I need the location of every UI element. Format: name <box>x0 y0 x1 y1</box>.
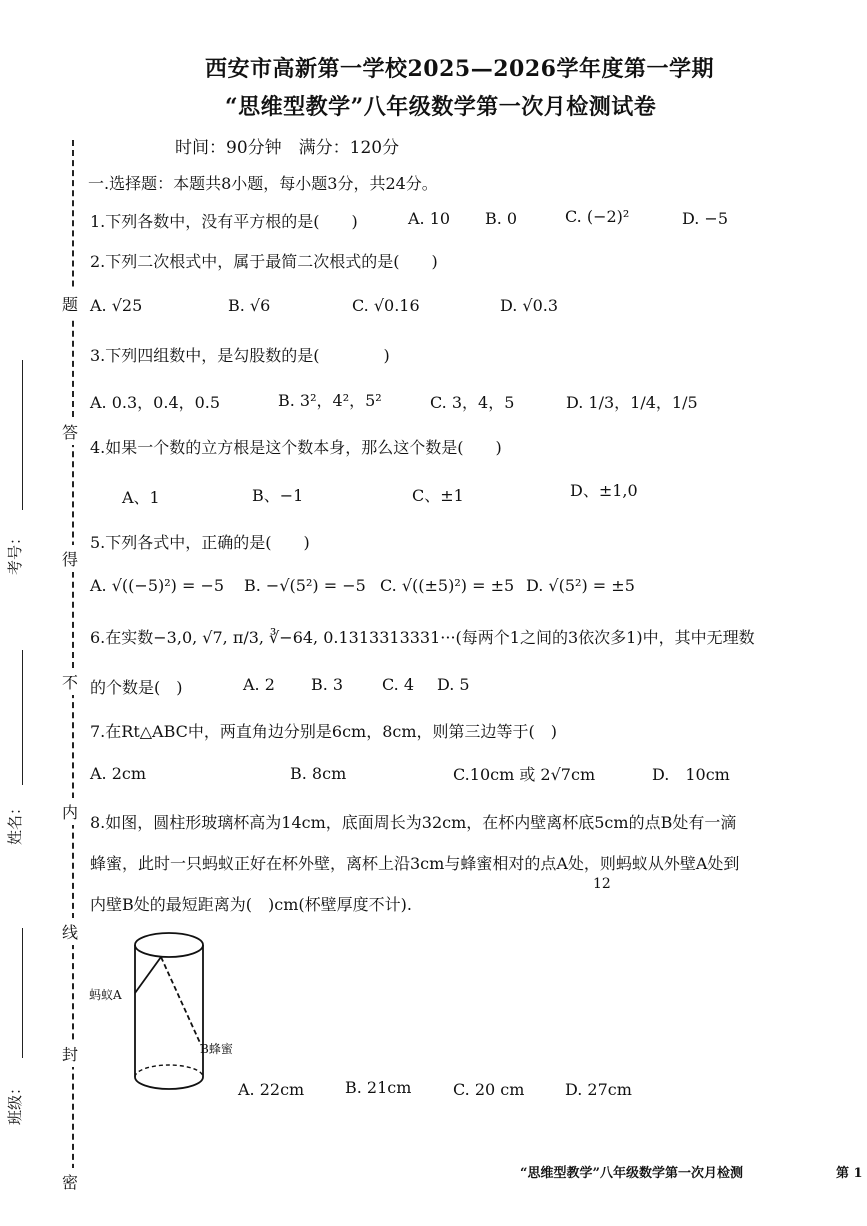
seal-char: 得 <box>62 545 78 572</box>
question-4 <box>90 435 502 458</box>
option-a[interactable]: A. 22cm <box>238 1080 305 1099</box>
question-number: 6. <box>90 628 106 647</box>
stray-mark: 12 <box>593 876 611 892</box>
option-c[interactable]: C. √0.16 <box>352 296 420 315</box>
question-stem: 下列四组数中，是勾股数的是( ) <box>105 346 390 365</box>
time-score-info: 时间：90分钟 满分：120分 <box>175 138 400 158</box>
cylinder-bottom-back <box>135 1065 203 1077</box>
field-label-class: 班级： <box>6 1079 24 1125</box>
option-d[interactable]: D. 1/3，1/4，1/5 <box>566 393 698 412</box>
option-a[interactable]: A. √25 <box>90 296 143 315</box>
option-b[interactable]: B. 3²，4²，5² <box>278 391 382 410</box>
option-a[interactable]: A. 10 <box>408 209 451 228</box>
option-c[interactable]: C. 3，4，5 <box>430 393 515 412</box>
question-stem: 下列各式中，正确的是( ) <box>105 533 310 552</box>
question-7 <box>90 719 557 742</box>
question-6-line2: 的个数是( ) <box>90 678 183 697</box>
option-c[interactable]: C、±1 <box>412 486 464 505</box>
ant-label: 蚂蚁A <box>89 988 122 1002</box>
cylinder-figure <box>85 925 250 1100</box>
option-b[interactable]: B. 8cm <box>290 764 347 783</box>
option-a[interactable]: A. 2 <box>243 675 275 694</box>
question-stem: 如图，圆柱形玻璃杯高为14cm，底面周长为32cm，在杯内壁离杯底5cm的点B处有一滴 <box>105 813 737 832</box>
question-8-line2: 蜂蜜，此时一只蚂蚁正好在杯外壁，离杯上沿3cm与蜂蜜相对的点A处，则蚂蚁从外壁A处到 <box>90 854 740 873</box>
fill-line-class[interactable] <box>22 928 23 1058</box>
question-8 <box>90 810 736 833</box>
seal-char: 内 <box>62 798 78 825</box>
question-number: 1. <box>90 212 106 231</box>
question-number: 5. <box>90 533 106 552</box>
question-number: 8. <box>90 813 106 832</box>
option-a[interactable]: A. √((−5)²) = −5 <box>90 576 225 595</box>
question-number: 4. <box>90 438 106 457</box>
cylinder-top <box>135 933 203 957</box>
option-c[interactable]: C. 4 <box>382 675 415 694</box>
question-3 <box>90 343 390 366</box>
option-b[interactable]: B. √6 <box>228 296 271 315</box>
option-b[interactable]: B. 0 <box>485 209 518 228</box>
seal-char: 封 <box>62 1040 78 1067</box>
question-6 <box>90 625 755 648</box>
option-c[interactable]: C. √((±5)²) = ±5 <box>380 576 515 595</box>
option-a[interactable]: A. 0.3，0.4，0.5 <box>90 393 221 412</box>
option-b[interactable]: B、−1 <box>252 486 304 505</box>
option-c[interactable]: C.10cm 或 2√7cm <box>453 765 596 784</box>
question-number: 7. <box>90 722 106 741</box>
question-stem: 在实数−3,0, √7, π/3, ∛−64, 0.1313313331···(每两个1之间的3依次多1)中，其中无理数 <box>105 628 755 647</box>
option-a[interactable]: A、1 <box>122 488 160 507</box>
section-heading: 一.选择题：本题共8小题，每小题3分，共24分。 <box>88 174 438 193</box>
question-5 <box>90 530 310 553</box>
field-label-name: 姓名： <box>6 799 24 845</box>
seal-char: 答 <box>62 418 78 445</box>
option-a[interactable]: A. 2cm <box>90 764 147 783</box>
question-2 <box>90 249 438 272</box>
option-d[interactable]: D. 5 <box>437 675 470 694</box>
question-stem: 下列二次根式中，属于最简二次根式的是( ) <box>105 252 438 271</box>
option-b[interactable]: B. −√(5²) = −5 <box>244 576 366 595</box>
field-label-id: 考号： <box>6 529 24 575</box>
option-d[interactable]: D. 10cm <box>652 765 730 784</box>
option-c[interactable]: C. (−2)² <box>565 207 630 226</box>
option-b[interactable]: B. 21cm <box>345 1078 412 1097</box>
option-d[interactable]: D. 27cm <box>565 1080 632 1099</box>
option-d[interactable]: D. −5 <box>682 209 729 228</box>
fill-line-id[interactable] <box>22 360 23 510</box>
option-b[interactable]: B. 3 <box>311 675 344 694</box>
question-number: 2. <box>90 252 106 271</box>
seal-char: 题 <box>62 290 78 317</box>
seal-char: 不 <box>62 668 78 695</box>
path-segment-1 <box>135 957 161 993</box>
honey-label: B蜂蜜 <box>200 1042 233 1056</box>
option-d[interactable]: D. √0.3 <box>500 296 559 315</box>
seal-char: 密 <box>62 1168 78 1195</box>
fill-line-name[interactable] <box>22 650 23 785</box>
question-number: 3. <box>90 346 106 365</box>
question-8-line3: 内壁B处的最短距离为( )cm(杯壁厚度不计). <box>90 895 412 914</box>
cylinder-bottom-front <box>135 1077 203 1089</box>
option-d[interactable]: D. √(5²) = ±5 <box>526 576 635 595</box>
question-stem: 下列各数中，没有平方根的是( ) <box>105 212 358 231</box>
path-segment-2 <box>161 957 201 1045</box>
option-d[interactable]: D、±1,0 <box>570 481 638 500</box>
page-number: 第 1 <box>836 1166 863 1181</box>
seal-char: 线 <box>62 918 78 945</box>
question-stem: 如果一个数的立方根是这个数本身，那么这个数是( ) <box>105 438 502 457</box>
option-c[interactable]: C. 20 cm <box>453 1080 525 1099</box>
question-stem: 在Rt△ABC中，两直角边分别是6cm，8cm，则第三边等于( ) <box>105 722 558 741</box>
exam-subtitle: “思维型教学”八年级数学第一次月检测试卷 <box>225 94 657 120</box>
question-1 <box>90 209 358 232</box>
footer-title: “思维型教学”八年级数学第一次月检测 <box>520 1166 743 1181</box>
exam-title: 西安市高新第一学校2025—2026学年度第一学期 <box>205 56 714 82</box>
